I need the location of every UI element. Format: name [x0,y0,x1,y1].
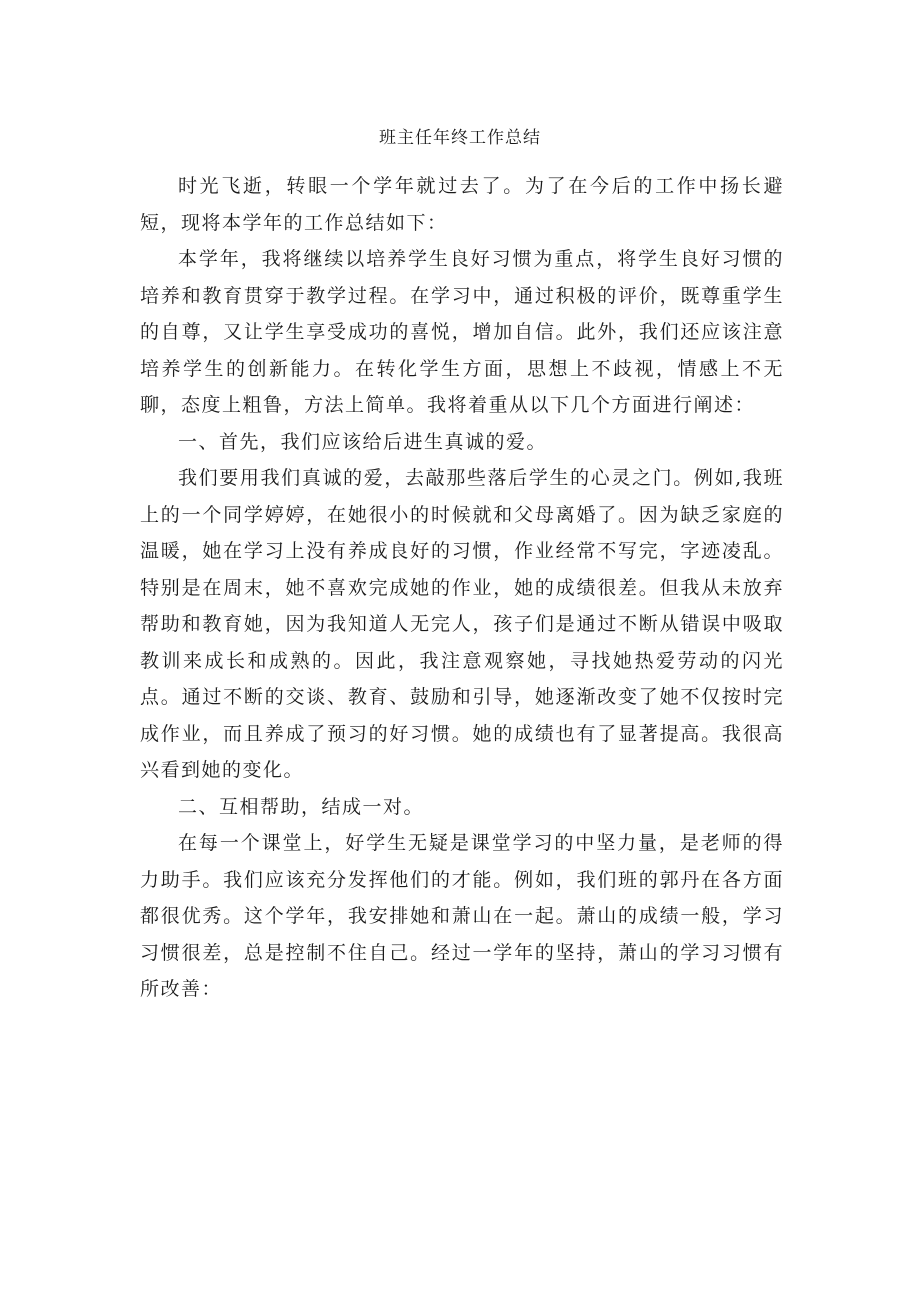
paragraph-section-2: 在每一个课堂上，好学生无疑是课堂学习的中坚力量，是老师的得力助手。我们应该充分发挥他们的才能。例如，我们班的郭丹在各方面都很优秀。这个学年，我安排她和萧山在一起。萧山的成绩一般，学习习惯很差，总是控制不住自己。经过一学年的坚持，萧山的学习习惯有所改善： [140,832,784,1000]
paragraph-overview: 本学年，我将继续以培养学生良好习惯为重点，将学生良好习惯的培养和教育贯穿于教学过程。在学习中，通过积极的评价，既尊重学生的自尊，又让学生享受成功的喜悦，增加自信。此外，我们还应该注意培养学生的创新能力。在转化学生方面，思想上不歧视，情感上不无聊，态度上粗鲁，方法上简单。我将着重从以下几个方面进行阐述： [140,248,784,416]
document-title: 班主任年终工作总结 [379,128,541,148]
section-heading-1: 一、首先，我们应该给后进生真诚的爱。 [178,430,548,453]
document-body [140,168,784,1008]
paragraph-intro: 时光飞逝，转眼一个学年就过去了。为了在今后的工作中扬长避短，现将本学年的工作总结如下： [140,175,784,234]
section-heading-2: 二、互相帮助，结成一对。 [178,795,425,818]
paragraph-section-1: 我们要用我们真诚的爱，去敲那些落后学生的心灵之门。例如,我班上的一个同学婷婷，在她很小的时候就和父母离婚了。因为缺乏家庭的温暖，她在学习上没有养成良好的习惯，作业经常不写完，字迹凌乱。特别是在周末，她不喜欢完成她的作业，她的成绩很差。但我从未放弃帮助和教育她，因为我知道人无完人，孩子们是通过不断从错误中吸取教训来成长和成熟的。因此，我注意观察她，寻找她热爱劳动的闪光点。通过不断的交谈、教育、鼓励和引导，她逐渐改变了她不仅按时完成作业，而且养成了预习的好习惯。她的成绩也有了显著提高。我很高兴看到她的变化。 [140,467,784,781]
